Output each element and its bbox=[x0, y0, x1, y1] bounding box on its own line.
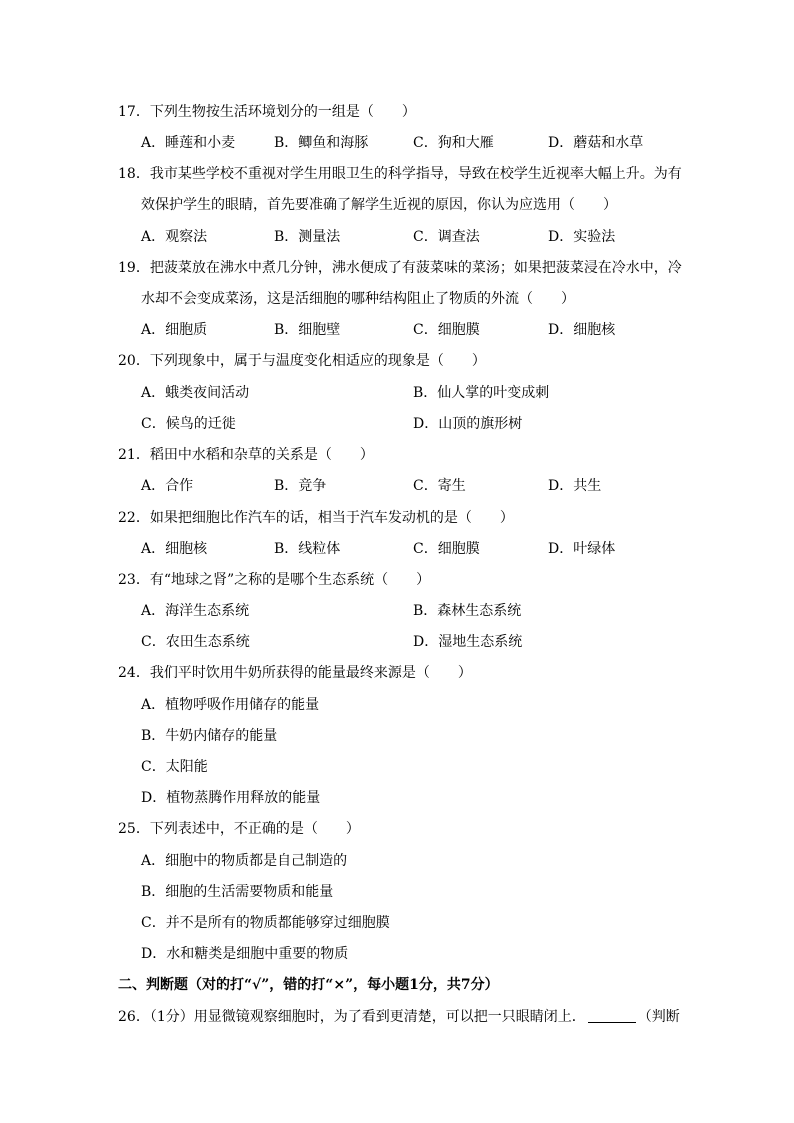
q20-option-a: A．蛾类夜间活动 bbox=[141, 385, 250, 401]
section-2-heading: 二、判断题（对的打“√”，错的打“×”，每小题1分，共7分） bbox=[118, 977, 499, 993]
q19-option-c: C．细胞膜 bbox=[413, 322, 480, 338]
q25-option-a: A．细胞中的物质都是自己制造的 bbox=[141, 853, 348, 869]
answer-blank bbox=[588, 1008, 636, 1023]
q24-option-b: B．牛奶内储存的能量 bbox=[141, 728, 278, 744]
q20-option-d: D．山顶的旗形树 bbox=[413, 416, 523, 432]
q25-option-d: D．水和糖类是细胞中重要的物质 bbox=[141, 946, 349, 962]
question-17-stem: 17．下列生物按生活环境划分的一组是（ ） bbox=[118, 104, 416, 120]
q24-option-c: C．太阳能 bbox=[141, 759, 208, 775]
q23-option-a: A．海洋生态系统 bbox=[141, 603, 250, 619]
q21-option-c: C．寄生 bbox=[413, 478, 466, 494]
q21-option-d: D．共生 bbox=[548, 478, 602, 494]
q22-option-c: C．细胞膜 bbox=[413, 541, 480, 557]
question-19-stem-line2: 水却不会变成菜汤，这是活细胞的哪种结构阻止了物质的外流（ ） bbox=[141, 291, 575, 307]
question-26-suffix: （判断 bbox=[637, 1009, 680, 1025]
q18-option-c: C．调查法 bbox=[413, 229, 480, 245]
q21-option-a: A．合作 bbox=[141, 478, 194, 494]
question-26-text: 26．（1分）用显微镜观察细胞时，为了看到更清楚，可以把一只眼睛闭上． bbox=[118, 1009, 586, 1025]
q17-option-a: A．睡莲和小麦 bbox=[141, 135, 236, 151]
question-24-stem: 24．我们平时饮用牛奶所获得的能量最终来源是（ ） bbox=[118, 665, 472, 681]
question-20-stem: 20．下列现象中，属于与温度变化相适应的现象是（ ） bbox=[118, 353, 486, 369]
q23-option-b: B．森林生态系统 bbox=[413, 603, 522, 619]
q18-option-b: B．测量法 bbox=[274, 229, 341, 245]
q17-option-b: B．鲫鱼和海豚 bbox=[274, 135, 369, 151]
q22-option-a: A．细胞核 bbox=[141, 541, 208, 557]
q21-option-b: B．竞争 bbox=[274, 478, 327, 494]
q25-option-b: B．细胞的生活需要物质和能量 bbox=[141, 884, 334, 900]
q22-option-d: D．叶绿体 bbox=[548, 541, 616, 557]
question-26-stem bbox=[118, 1005, 680, 1029]
question-23-stem: 23．有“地球之肾”之称的是哪个生态系统（ ） bbox=[118, 572, 431, 588]
q23-option-c: C．农田生态系统 bbox=[141, 634, 250, 650]
q22-option-b: B．线粒体 bbox=[274, 541, 341, 557]
q24-option-d: D．植物蒸腾作用释放的能量 bbox=[141, 790, 321, 806]
question-22-stem: 22．如果把细胞比作汽车的话，相当于汽车发动机的是（ ） bbox=[118, 510, 514, 526]
q19-option-d: D．细胞核 bbox=[548, 322, 616, 338]
q17-option-c: C．狗和大雁 bbox=[413, 135, 494, 151]
q18-option-a: A．观察法 bbox=[141, 229, 208, 245]
question-18-stem-line2: 效保护学生的眼睛，首先要准确了解学生近视的原因，你认为应选用（ ） bbox=[141, 197, 617, 213]
question-18-stem-line1: 18．我市某些学校不重视对学生用眼卫生的科学指导，导致在校学生近视率大幅上升。为有 bbox=[118, 166, 682, 182]
q18-option-d: D．实验法 bbox=[548, 229, 616, 245]
q20-option-b: B．仙人掌的叶变成刺 bbox=[413, 385, 550, 401]
q24-option-a: A．植物呼吸作用储存的能量 bbox=[141, 697, 320, 713]
q19-option-b: B．细胞壁 bbox=[274, 322, 341, 338]
q25-option-c: C．并不是所有的物质都能够穿过细胞膜 bbox=[141, 915, 390, 931]
q19-option-a: A．细胞质 bbox=[141, 322, 208, 338]
question-19-stem-line1: 19．把菠菜放在沸水中煮几分钟，沸水便成了有菠菜味的菜汤；如果把菠菜浸在冷水中，冷 bbox=[118, 260, 682, 276]
q20-option-c: C．候鸟的迁徙 bbox=[141, 416, 236, 432]
q23-option-d: D．湿地生态系统 bbox=[413, 634, 523, 650]
q17-option-d: D．蘑菇和水草 bbox=[548, 135, 644, 151]
question-25-stem: 25．下列表述中，不正确的是（ ） bbox=[118, 821, 360, 837]
question-21-stem: 21．稻田中水稻和杂草的关系是（ ） bbox=[118, 447, 374, 463]
